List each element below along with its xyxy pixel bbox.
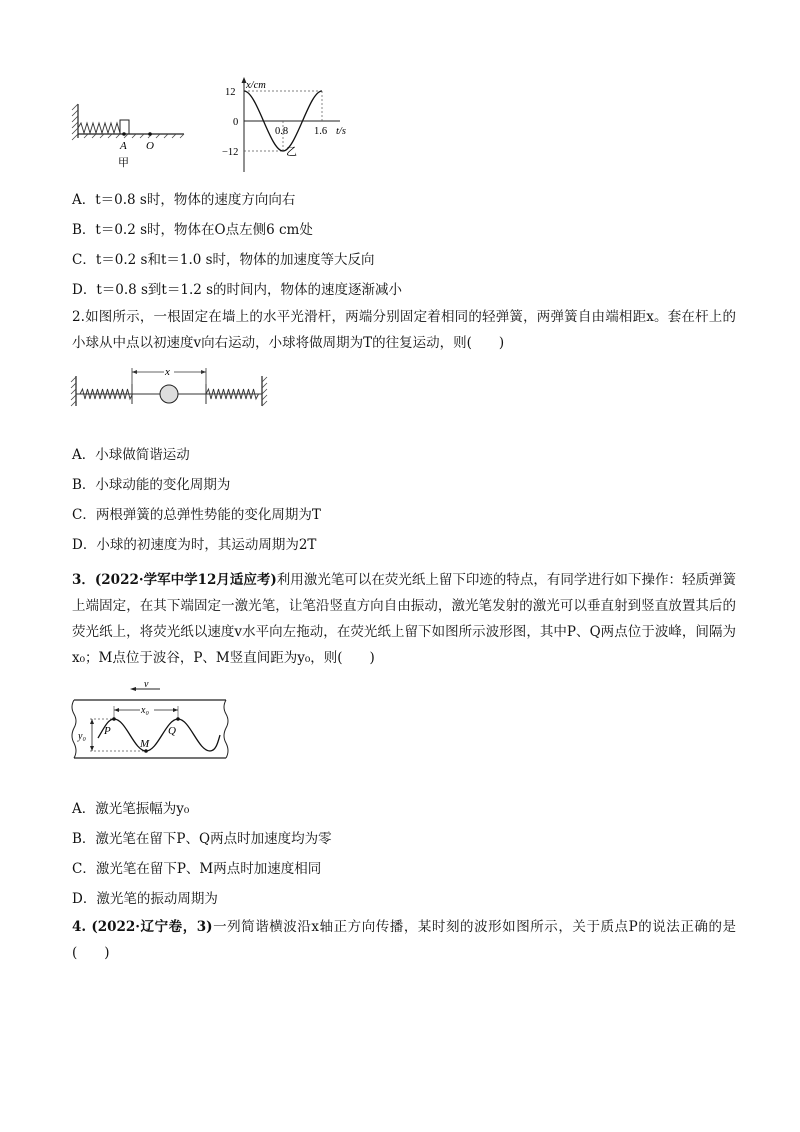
- v-label: v: [144, 680, 149, 690]
- gap-arrow-left: [132, 370, 137, 374]
- gap-arrow-right: [201, 370, 206, 374]
- ball: [160, 385, 178, 403]
- x0-label: x₀: [141, 705, 149, 716]
- point-o-dot: [148, 132, 152, 136]
- tick-y-max: 12: [225, 87, 236, 98]
- q3-option-b: B．激光笔在留下P、Q两点时加速度均为零: [72, 831, 332, 847]
- q3-stem-block: [72, 567, 736, 671]
- tick-t2: 1.6: [314, 126, 328, 137]
- wave-trace: [98, 719, 220, 751]
- q3-number: 3．: [72, 572, 95, 588]
- point-p-dot: [112, 717, 116, 721]
- point-a-dot: [122, 132, 126, 136]
- v-arrow-head: [130, 687, 136, 691]
- q1-option-d: D．t＝0.8 s到t＝1.2 s的时间内，物体的速度逐渐减小: [72, 282, 403, 298]
- point-a-label: A: [120, 140, 127, 152]
- paper-left-tear: [72, 700, 76, 758]
- q2-stem: 2.如图所示，一根固定在墙上的水平光滑杆，两端分别固定着相同的轻弹簧，两弹簧自由端相距x。套在杆上的小球从中点以初速度v向右运动，小球将做周期为T的往复运动，则( ): [72, 309, 736, 351]
- q1-figure-spring-block: [70, 100, 190, 170]
- q2-option-a: A．小球做简谐运动: [72, 447, 190, 463]
- q1-figure-xt-graph: [222, 76, 372, 176]
- point-q-dot: [176, 717, 180, 721]
- paper-right-tear: [224, 700, 228, 758]
- caption-jia: 甲: [118, 156, 129, 169]
- point-p-label: P: [104, 725, 111, 737]
- y0-arrow-top: [90, 719, 94, 724]
- tick-y-min: −12: [222, 147, 239, 158]
- q2-option-b: B．小球动能的变化周期为: [72, 477, 231, 493]
- tick-t1: 0.8: [275, 126, 289, 137]
- caption-yi: 乙: [286, 145, 297, 158]
- q3-stem: 利用激光笔可以在荧光纸上留下印迹的特点，有同学进行如下操作：轻质弹簧上端固定，在其下端固定一激光笔，让笔沿竖直方向自由振动，激光笔发射的激光可以垂直射到竖直放置其后的荧光纸上，将荧光纸以速度v水平向左拖动，在荧光纸上留下如图所示波形图，其中P、Q两点位于波峰，间隔为x₀；M点位于波谷，P、M竖直间距为y₀，则( ): [72, 572, 736, 666]
- y0-arrow-bottom: [90, 746, 94, 751]
- wall-hatch: [72, 104, 78, 140]
- x0-arrow-left: [114, 708, 119, 712]
- q4-number: 4.: [72, 919, 92, 935]
- y0-label: y₀: [78, 731, 86, 742]
- q4-stem: 一列简谐横波沿x轴正方向传播，某时刻的波形如图所示，关于质点P的说法正确的是( ): [72, 919, 736, 961]
- q2-option-c: C．两根弹簧的总弹性势能的变化周期为T: [72, 507, 321, 523]
- y-axis-label: x/cm: [246, 80, 266, 91]
- q3-option-a: A．激光笔振幅为y₀: [72, 801, 190, 817]
- spring: [78, 123, 123, 133]
- x0-arrow-right: [173, 708, 178, 712]
- point-q-label: Q: [168, 725, 176, 737]
- q2-option-d: D．小球的初速度为时，其运动周期为2T: [72, 537, 317, 553]
- gap-label: x: [165, 366, 170, 378]
- q1-option-b: B．t＝0.2 s时，物体在O点左侧6 cm处: [72, 222, 313, 238]
- q1-option-c: C．t＝0.2 s和t＝1.0 s时，物体的加速度等大反向: [72, 252, 375, 268]
- x-axis-label: t/s: [336, 126, 346, 137]
- q3-option-d: D．激光笔的振动周期为: [72, 891, 218, 907]
- right-wall-hatch: [262, 377, 267, 406]
- q4-source: (2022·辽宁卷，3): [91, 919, 213, 935]
- q1-option-a: A．t＝0.8 s时，物体的速度方向向右: [72, 192, 296, 208]
- left-wall-hatch: [71, 377, 76, 406]
- tick-origin: 0: [233, 117, 239, 128]
- q3-option-c: C．激光笔在留下P、M两点时加速度相同: [72, 861, 322, 877]
- q4-stem-block: [72, 914, 736, 966]
- q2-figure-rod-springs: [70, 364, 270, 410]
- q3-source: (2022·学军中学12月适应考): [94, 572, 277, 588]
- block: [120, 120, 129, 134]
- ground-hatch: [84, 134, 184, 138]
- point-m-label: M: [140, 738, 150, 750]
- q3-figure-wave-paper: [70, 680, 230, 764]
- point-o-label: O: [146, 140, 154, 152]
